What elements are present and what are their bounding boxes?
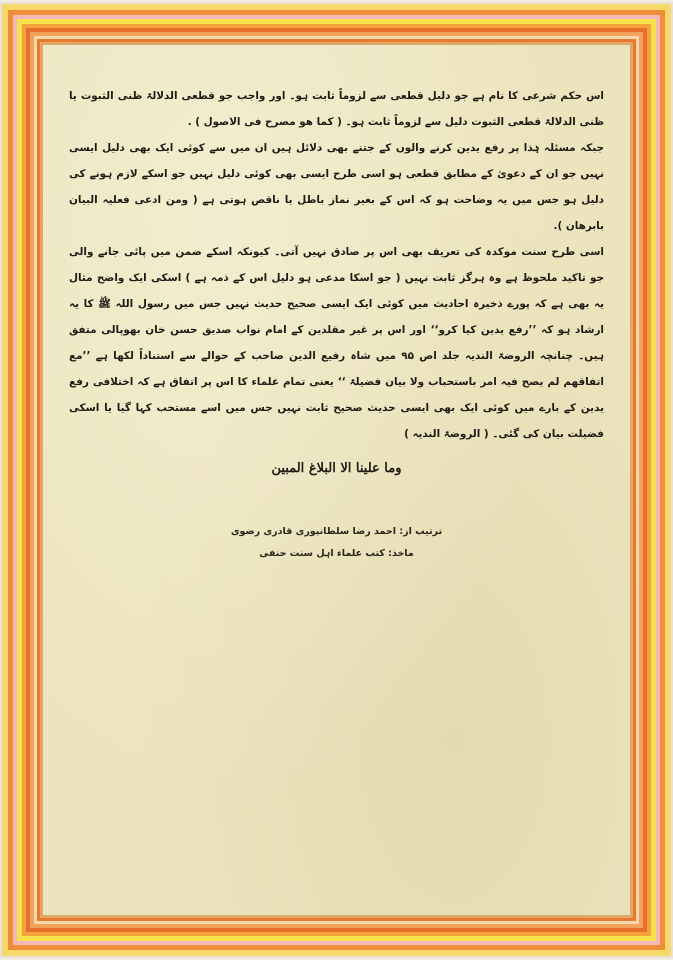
paragraph-definition: اس حکم شرعی کا نام ہے جو دلیل قطعی سے لزوماً ثابت ہو۔ اور واجب جو قطعی الدلالۃ ظنی الثبوت یا ظنی الدلالۃ قطعی الثبوت دلیل سے لزوماً ثابت ہو۔ ( کما ھو مصرح فی الاصول ) . [69, 90, 604, 128]
source-credit: ماخذ: کتب علماء اہل سنت حنفی [259, 548, 414, 559]
paragraph-evidence: جبکہ مسئلہ ہٰذا پر رفع یدین کرنے والوں کے جتنے بھی دلائل ہیں ان میں سے کوئی ایک بھی دلیل ایسی نہیں جو ان کے دعویٰ کے مطابق قطعی ہو اسی طرح ایسی بھی کوئی دلیل نہیں جو اسکے لازم ہونے کی دلیل ہو جس میں یہ وضاحت ہو کہ اس کے بغیر نماز باطل یا ناقص ہوتی ہے ( ومن ادعی فعلیہ البیان بابرھان ). [69, 142, 604, 232]
closing-phrase: وما علینا الا البلاغ المبین [271, 461, 402, 476]
credits-block [69, 521, 604, 565]
parchment-panel [43, 45, 630, 915]
paragraph-sunnah: اسی طرح سنت موکدہ کی تعریف بھی اس پر صادق نہیں آتی۔ کیونکہ اسکے ضمن میں پائی جانے والی جو تاکید ملحوظ ہے وہ ہرگز ثابت نہیں ( جو اسکا مدعی ہو دلیل اس کے ذمہ ہے ) اسکی ایک واضح مثال یہ بھی ہے کہ پورے ذخیرہ احادیث میں کوئی ایک ایسی صحیح حدیث نہیں جس میں رسول اللہ ﷺ کا یہ ارشاد ہو کہ ’’رفع یدین کیا کرو‘‘ اور اس پر غیر مقلدین کے امام نواب صدیق حسن خان بھوپالی متفق ہیں۔ چنانچہ الروضۃ الندیہ جلد اص ۹۵ میں شاہ رفیع الدین صاحب کے حوالے سے استناداً لکھا ہے ’’مع اتفاقھم لم یصح فیہ امر باستحباب ولا بیان فضیلۃ ‘‘ یعنی تمام علماء کا اس پر اتفاق ہے کہ اختلافی رفع یدین کے بارے میں کوئی ایک بھی ایسی حدیث صحیح ثابت نہیں جس میں اسے مستحب کہا گیا یا اسکی فضیلت بیان کی گئی۔ ( الروضۃ الندیہ ) [69, 246, 604, 440]
document-body [69, 83, 604, 565]
decorative-frame [2, 4, 671, 956]
compiler-credit: ترتیب از: احمد رضا سلطانپوری قادری رضوی [230, 526, 443, 537]
